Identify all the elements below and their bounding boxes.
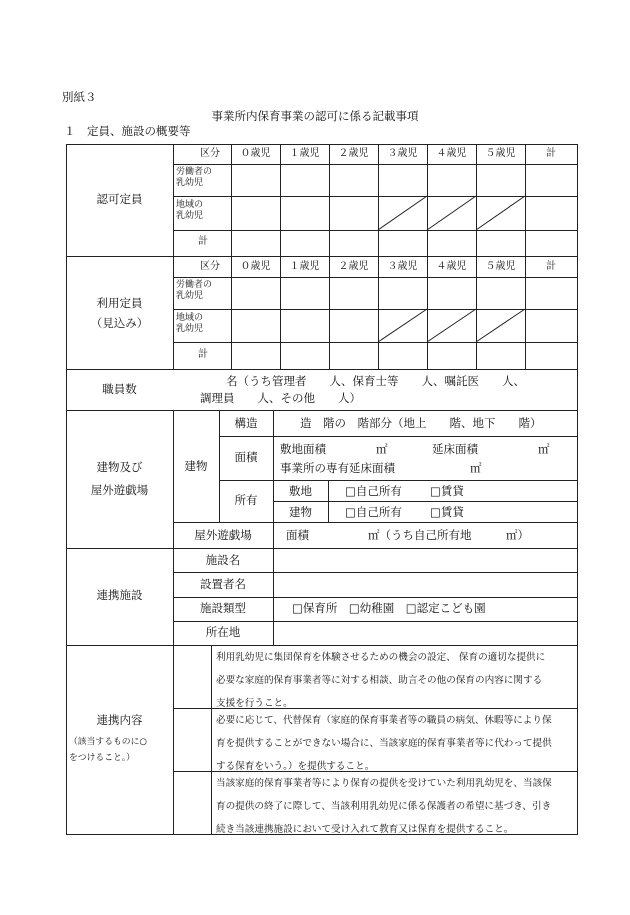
area-label: 面積 [234,450,258,464]
usage-sublabel: （見込み） [90,316,149,330]
appendix-label: 別紙３ [62,90,97,104]
cooperation-item-3: 当該家庭的保育事業者等により保育の提供を受けていた利用乳幼児を、当該保 育の提供の終了に際して、当該利用乳幼児に係る保護者の希望に基づき、引き 続き当該連携施設において受け入れて教育又は保育を提供すること。 [216,778,552,835]
age-col-header: ０歳児 [240,148,271,159]
structure-value: 造 階の 階部分（地上 階、地下 階） [300,416,542,430]
partner-label: 連携施設 [96,588,143,602]
partner-address-label: 所在地 [205,625,241,639]
cooperation-item-1: 利用乳幼児に集団保育を体験させるための機会の設定、 保育の適切な提供に 必要な家庭的保育事業者等に対する相談、助言その他の保育の内容に関する 支援を行うこと。 [216,652,546,709]
land-label: 敷地 [289,484,312,498]
land-rent-checkbox[interactable]: □賃貸 [430,484,464,498]
playground-area-label: 面積 [286,528,309,542]
site-area-label: 敷地面積 [280,442,326,456]
total-col-header-2: 計 [546,261,556,272]
kubun-header-2: 区分 [200,261,220,272]
cooperation-note-2: をつけること。） [69,753,135,763]
capacity-label: 認可定員 [96,192,143,206]
floor-area-unit: ㎡ [538,442,550,456]
section-heading: １ 定員、施設の概要等 [64,124,191,138]
age-col-header: ４歳児 [436,148,467,159]
age-col-header: ２歳児 [338,148,369,159]
building-sublabel: 屋外遊戯場 [90,483,149,497]
bldg-own-checkbox[interactable]: □自己所有 [345,505,402,519]
age-col-header: ５歳児 [485,148,516,159]
age-col-header: ３歳児 [387,261,418,272]
usage-label: 利用定員 [96,296,143,310]
document-title: 事業所内保育事業の認可に係る記載事項 [211,109,419,123]
staff-label: 職員数 [102,382,137,396]
playground-label: 屋外遊戯場 [194,528,252,542]
kubun-header: 区分 [200,148,220,159]
ownership-label: 所有 [234,493,258,507]
partner-type-label: 施設類型 [200,601,246,615]
cooperation-item-2: 必要に応じて、代替保育（家庭的保育事業者等の職員の病気、休暇等により保 育を提供することができない場合に、当該家庭的保育事業者等に代わって提供 する保育をいう。）を提供すること。 [216,715,552,772]
row-total-label-2: 計 [198,349,208,360]
staff-line-2: 調理員 人、その他 人） [200,391,361,405]
age-col-header: １歳児 [289,261,320,272]
row-local-label-2: 地域の 乳幼児 [176,313,204,335]
floor-area-label: 延床面積 [432,442,478,456]
row-local-label: 地域の 乳幼児 [176,200,204,222]
partner-type-options[interactable]: □保育所 □幼稚園 □認定こども園 [292,601,486,615]
row-total-label: 計 [198,236,208,247]
age-col-header: １歳児 [289,148,320,159]
row-workers-label: 労働者の 乳幼児 [176,167,213,189]
partner-founder-label: 設置者名 [200,577,246,591]
playground-area-value: ㎡（うち自己所有地 ㎡） [368,528,529,542]
age-col-header: ２歳児 [338,261,369,272]
staff-line-1: 名（うち管理者 人、保育士等 人、嘱託医 人、 [226,374,525,388]
total-col-header: 計 [546,148,556,159]
building-sub-label: 建物 [184,459,208,473]
building-label: 建物及び [96,460,143,474]
structure-label: 構造 [234,416,258,430]
site-area-unit: ㎡ [376,442,388,456]
cooperation-note-1: （該当するものに○ [69,737,148,747]
own-floor-area-label: 事業所の専有延床面積 [280,461,395,475]
cooperation-label: 連携内容 [96,713,143,727]
age-col-header: ５歳児 [485,261,516,272]
own-floor-area-unit: ㎡ [470,461,482,475]
age-col-header: ３歳児 [387,148,418,159]
partner-name-label: 施設名 [205,553,241,567]
row-workers-label-2: 労働者の 乳幼児 [176,280,213,302]
land-own-checkbox[interactable]: □自己所有 [345,484,402,498]
age-col-header: ４歳児 [436,261,467,272]
bldg-label: 建物 [289,505,312,519]
age-col-header: ０歳児 [240,261,271,272]
bldg-rent-checkbox[interactable]: □賃貸 [430,505,464,519]
